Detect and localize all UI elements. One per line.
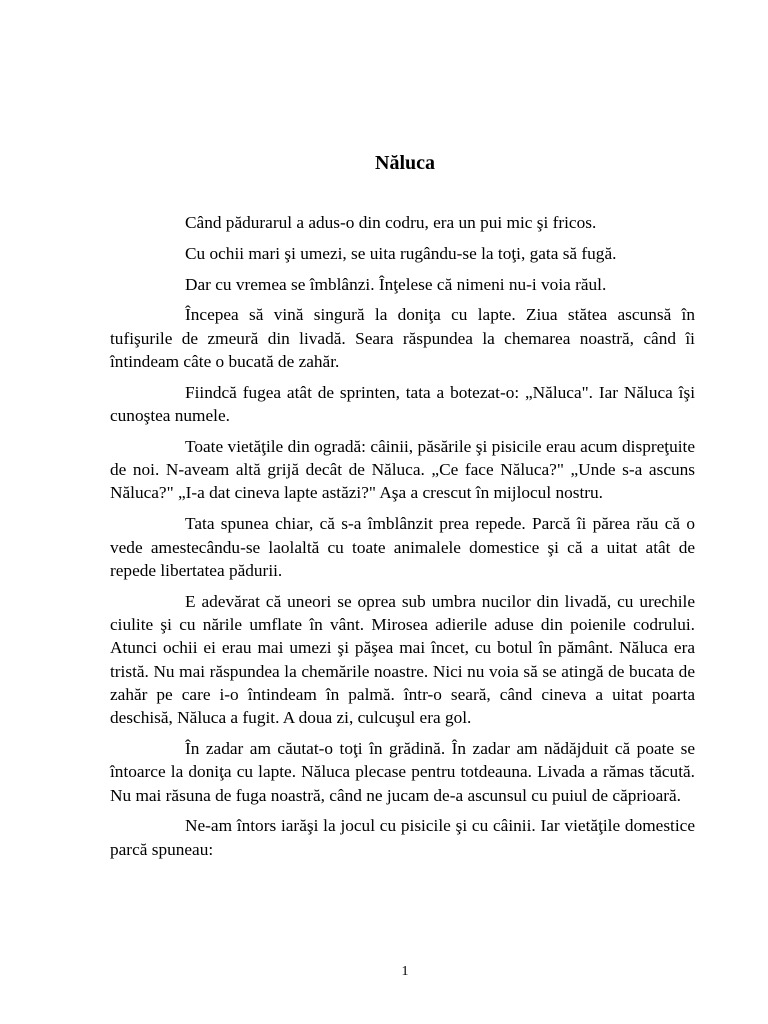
paragraph: Toate vietăţile din ogradă: câinii, păsările şi pisicile erau acum dispreţuite de noi. N-aveam altă grijă decât de Năluca. „Ce face Năluca?" „Unde s-a ascuns Năluca?" „I-a dat cineva lapte astăzi?" Aşa a crescut în mijlocul nostru. [110, 436, 695, 503]
paragraph: Ne-am întors iarăşi la jocul cu pisicile şi cu câinii. Iar vietăţile domestice parcă spuneau: [110, 816, 695, 859]
paragraph: Dar cu vremea se îmblânzi. Înţelese că nimeni nu-i voia răul. [185, 274, 607, 294]
paragraph: Fiindcă fugea atât de sprinten, tata a botezat-o: „Năluca". Iar Năluca îşi cunoştea numele. [110, 382, 695, 426]
paragraph: Când pădurarul a adus-o din codru, era un pui mic şi fricos. [185, 213, 597, 232]
paragraph: Cu ochii mari şi umezi, se uita rugându-se la toţi, gata să fugă. [185, 243, 617, 263]
document-title: Năluca [375, 152, 435, 174]
document-body [110, 211, 695, 868]
paragraph: Tata spunea chiar, că s-a îmblânzit prea repede. Parcă îi părea rău că o vede amestecându-se laolaltă cu toate animalele domestice şi că a uitat atât de repede libertatea pădurii. [110, 514, 695, 580]
paragraph: E adevărat că uneori se oprea sub umbra nucilor din livadă, cu urechile ciulite şi cu nările umflate în vânt. Mirosea adierile aduse din poienile codrului. Atunci ochii ei erau mai umezi şi păşea mai încet, cu botul în pământ. Năluca era tristă. Nu mai răspundea la chemările noastre. Nici nu voia să se atingă de bucata de zahăr pe care i-o întindeam în palmă. într-o seară, când cineva a uitat poarta deschisă, Năluca a fugit. A doua zi, culcuşul era gol. [110, 591, 695, 728]
page-number: 1 [401, 964, 409, 979]
paragraph: Începea să vină singură la doniţa cu lapte. Ziua stătea ascunsă în tufişurile de zmeură din livadă. Seara răspundea la chemarea noastră, când îi întindeam câte o bucată de zahăr. [110, 305, 695, 371]
paragraph: În zadar am căutat-o toţi în grădină. În zadar am nădăjduit că poate se întoarce la doniţa cu lapte. Năluca plecase pentru totdeauna. Livada a rămas tăcută. Nu mai răsuna de fuga noastră, când ne jucam de-a ascunsul cu puiul de căprioară. [110, 738, 695, 805]
